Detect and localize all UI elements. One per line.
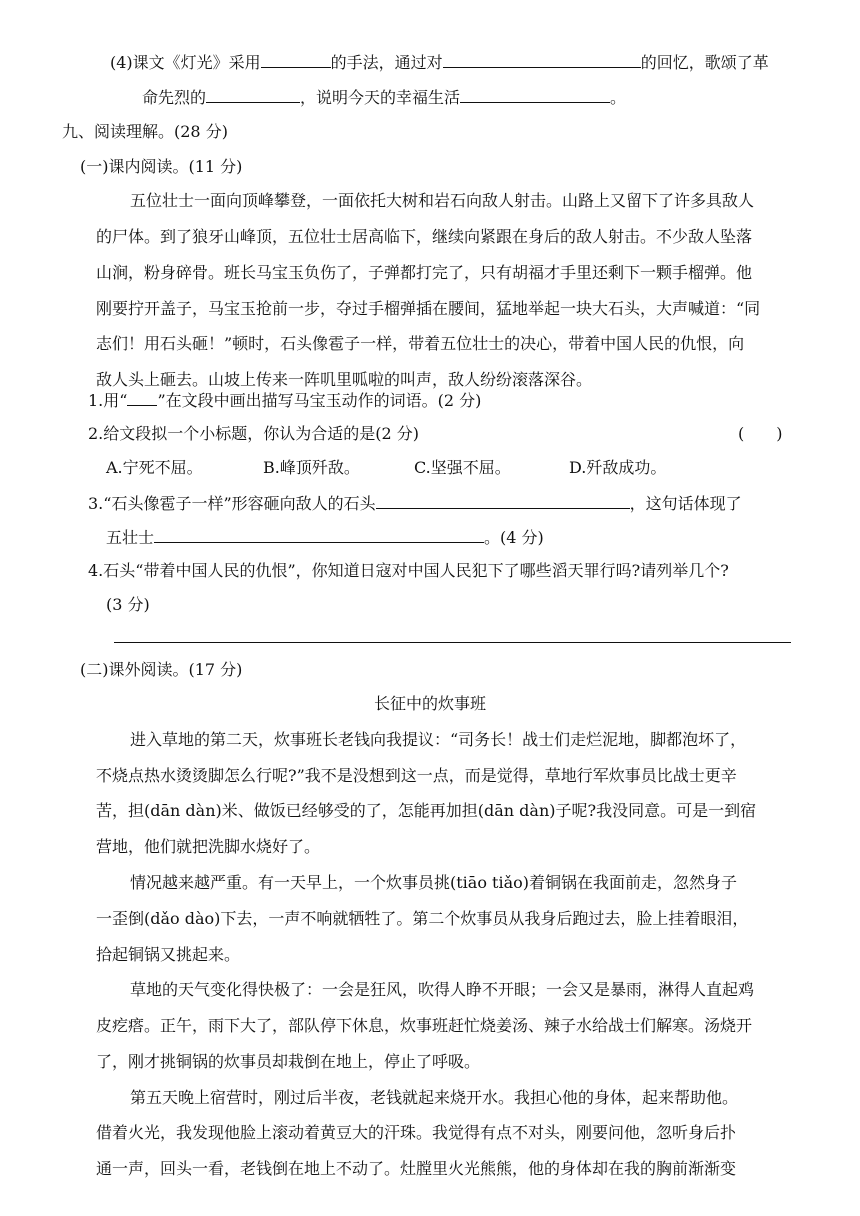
passage-line: 皮疙瘩。正午，雨下大了，部队停下休息，炊事班赶忙烧姜汤、辣子水给战士们解寒。汤烧开 [96,1016,753,1035]
question-4-line2: (3 分) [106,595,150,614]
part-heading: (一)课内阅读。(11 分) [80,157,243,176]
passage-line: 通一声，回头一看，老钱倒在地上不动了。灶膛里火光熊熊，他的身体却在我的胸前渐渐变 [96,1159,737,1178]
passage-line: 进入草地的第二天，炊事班长老钱向我提议：“司务长！战士们走烂泥地，脚都泡坏了， [130,730,747,749]
answer-parentheses[interactable]: ( ) [738,424,783,443]
q4-line1: (4)课文《灯光》采用 的手法，通过对 的回忆，歌颂了革 [110,53,769,72]
option-d[interactable]: D.歼敌成功。 [569,458,667,477]
answer-blank[interactable] [154,526,484,543]
passage-line: 拾起铜锅又挑起来。 [96,945,241,964]
answer-blank[interactable] [460,86,610,103]
option-a[interactable]: A.宁死不屈。 [106,458,203,477]
passage-line: 的尸体。到了狼牙山峰顶，五位壮士居高临下，继续向紧跟在身后的敌人射击。不少敌人坠落 [96,227,753,246]
question-3-line2: 五壮士 。(4 分) [106,528,544,547]
passage-title: 长征中的炊事班 [373,694,486,713]
option-c[interactable]: C.坚强不屈。 [414,458,511,477]
question-4-line1: 4.石头“带着中国人民的仇恨”，你知道日寇对中国人民犯下了哪些滔天罪行吗?请列举几个? [88,561,729,580]
question-3-line1: 3.“石头像雹子一样”形容砸向敌人的石头 ，这句话体现了 [88,494,742,513]
part-heading: (二)课外阅读。(17 分) [80,660,243,679]
passage-line: 草地的天气变化得快极了：一会是狂风，吹得人睁不开眼；一会又是暴雨，淋得人直起鸡 [130,980,755,999]
passage-line: 不烧点热水烫烫脚怎么行呢?”我不是没想到这一点，而是觉得，草地行军炊事员比战士更辛 [96,766,737,785]
answer-line[interactable] [114,642,791,643]
passage-line: 一歪倒(dǎo dào)下去，一声不响就牺牲了。第二个炊事员从我身后跑过去，脸上挂着眼泪， [96,909,749,928]
passage-line: 营地，他们就把洗脚水烧好了。 [96,837,321,856]
answer-blank[interactable] [376,492,630,509]
answer-blank[interactable] [261,51,331,68]
passage-line: 敌人头上砸去。山坡上传来一阵叽里呱啦的叫声，敌人纷纷滚落深谷。 [96,370,593,389]
answer-blank[interactable] [206,86,300,103]
q4-line2: 命先烈的 ，说明今天的幸福生活 。 [142,88,627,107]
passage-line: 山涧，粉身碎骨。班长马宝玉负伤了，子弹都打完了，只有胡福才手里还剩下一颗手榴弹。他 [96,263,753,282]
passage-line: 刚要拧开盖子，马宝玉抢前一步，夺过手榴弹插在腰间，猛地举起一块大石头，大声喊道：“同 [96,299,761,318]
passage-line: 了，刚才挑铜锅的炊事员却栽倒在地上，停止了呼吸。 [96,1052,481,1071]
passage-line: 第五天晚上宿营时，刚过后半夜，老钱就起来烧开水。我担心他的身体，起来帮助他。 [130,1088,739,1107]
passage-line: 情况越来越严重。有一天早上，一个炊事员挑(tiāo tiǎo)着铜锅在我面前走，忽然身子 [130,873,738,892]
passage-line: 借着火光，我发现他脸上滚动着黄豆大的汗珠。我觉得有点不对头，刚要问他，忽听身后扑 [96,1123,737,1142]
section-heading: 九、阅读理解。(28 分) [62,122,228,141]
passage-line: 五位壮士一面向顶峰攀登，一面依托大树和岩石向敌人射击。山路上又留下了许多具敌人 [130,191,755,210]
passage-line: 志们！用石头砸！”顿时，石头像雹子一样，带着五位壮士的决心，带着中国人民的仇恨，向 [96,334,745,353]
answer-blank[interactable] [127,389,157,406]
answer-blank[interactable] [443,51,641,68]
question-1: 1.用“ ”在文段中画出描写马宝玉动作的词语。(2 分) [88,391,482,410]
question-2: 2.给文段拟一个小标题，你认为合适的是(2 分) [88,424,420,443]
passage-line: 苦，担(dān dàn)米、做饭已经够受的了，怎能再加担(dān dàn)子呢?我没同意。可是一到宿 [96,801,757,820]
option-b[interactable]: B.峰顶歼敌。 [263,458,360,477]
